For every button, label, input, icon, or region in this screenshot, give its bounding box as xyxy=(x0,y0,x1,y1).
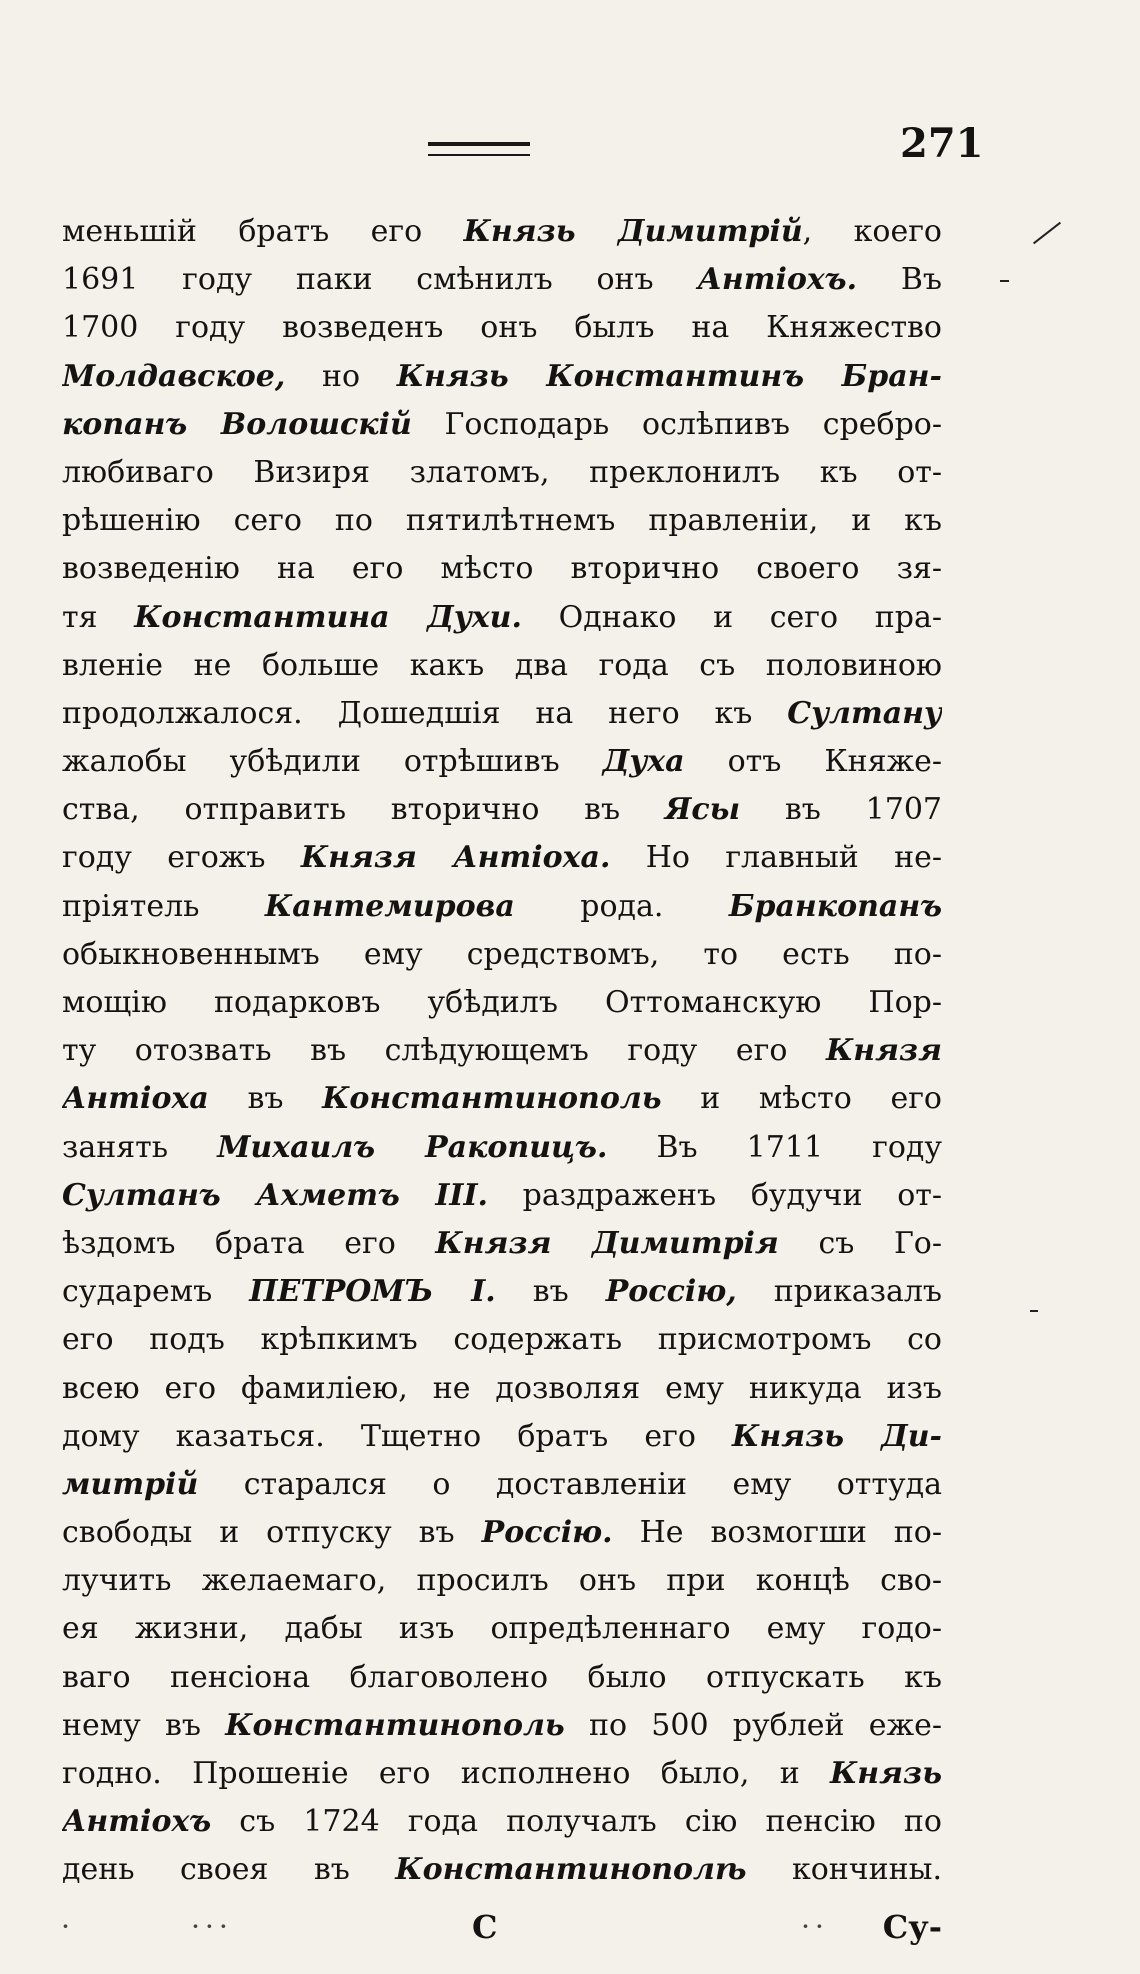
text-segment: жалобы убѣдили отрѣшивъ xyxy=(62,744,603,780)
signature-mark: С xyxy=(472,1908,498,1946)
text-line xyxy=(62,834,942,882)
text-line xyxy=(62,256,942,304)
text-line xyxy=(62,1220,942,1268)
text-line xyxy=(62,545,942,593)
text-line xyxy=(62,690,942,738)
text-line xyxy=(62,1027,942,1075)
text-line xyxy=(62,594,942,642)
text-segment: приказалъ xyxy=(736,1274,942,1310)
text-segment: съ Го- xyxy=(778,1225,942,1261)
emphasized-text: Бранкопанъ xyxy=(728,888,942,924)
text-segment: свободы и отпуску въ xyxy=(62,1515,482,1551)
header-rule xyxy=(428,142,530,156)
text-line xyxy=(62,931,942,979)
text-segment: раздраженъ будучи от- xyxy=(487,1177,942,1213)
text-segment: и мѣсто его xyxy=(661,1081,942,1117)
emphasized-text: Константинополѣ xyxy=(395,1852,747,1888)
emphasized-text: Князя Антіоха. xyxy=(300,840,611,876)
ink-speck: · xyxy=(62,1914,69,1938)
text-line xyxy=(62,1846,942,1894)
emphasized-text: Князя Димитрія xyxy=(435,1225,779,1261)
emphasized-text: Князь Димитрій xyxy=(463,214,803,249)
text-segment: вленіе не больше какъ два года съ половиною xyxy=(62,647,942,683)
text-segment: рода. xyxy=(514,888,729,924)
text-segment: но xyxy=(285,358,397,394)
text-segment: день своея въ xyxy=(62,1852,396,1888)
text-line xyxy=(62,642,942,690)
text-segment: сударемъ xyxy=(62,1274,250,1310)
text-segment: 1700 году возведенъ онъ былъ на Княжество xyxy=(62,310,942,346)
text-line xyxy=(62,1702,942,1750)
text-line xyxy=(62,208,942,256)
text-segment: дому казаться. Тщетно братъ его xyxy=(62,1418,733,1454)
text-segment: Однако и сего пра- xyxy=(521,599,942,635)
text-segment: старался о доставленіи ему оттуда xyxy=(198,1466,942,1502)
emphasized-text: митрій xyxy=(62,1466,199,1502)
text-segment: въ xyxy=(495,1274,606,1310)
text-line xyxy=(62,883,942,931)
text-segment: тя xyxy=(62,599,135,635)
text-segment: ваго пенсіона благоволено было отпускать къ xyxy=(62,1659,942,1695)
text-line xyxy=(62,738,942,786)
page-footer xyxy=(62,1908,942,1958)
page-number: 271 xyxy=(900,120,984,167)
text-line xyxy=(62,1605,942,1653)
emphasized-text: копанъ Волошскій xyxy=(62,406,412,442)
emphasized-text: Князя xyxy=(825,1033,942,1069)
text-line xyxy=(62,1268,942,1316)
text-segment: занять xyxy=(62,1129,218,1165)
text-segment: , коего xyxy=(802,214,942,249)
text-line xyxy=(62,1798,942,1846)
text-segment: ея жизни, дабы изъ опредѣленнаго ему годо- xyxy=(62,1611,942,1647)
text-segment: лучить желаемаго, просилъ онъ при концѣ сво- xyxy=(62,1563,942,1599)
catchword: Су- xyxy=(882,1908,942,1946)
text-segment: возведенію на его мѣсто вторично своего зя- xyxy=(62,551,942,587)
text-segment: годно. Прошеніе его исполнено было, и xyxy=(62,1756,831,1791)
text-line xyxy=(62,1750,942,1798)
text-segment: его подъ крѣпкимъ содержать присмотромъ со xyxy=(62,1322,942,1358)
text-segment: кончины. xyxy=(746,1852,942,1888)
emphasized-text: Михаилъ Ракопицъ. xyxy=(217,1129,608,1165)
emphasized-text: Князь Константинъ Бран- xyxy=(396,358,942,394)
text-segment: обыкновеннымъ ему средствомъ, то есть по- xyxy=(62,936,942,972)
emphasized-text: Султану xyxy=(787,695,942,731)
text-line xyxy=(62,449,942,497)
text-line xyxy=(62,401,942,449)
margin-mark xyxy=(1033,222,1061,245)
text-line xyxy=(62,979,942,1027)
emphasized-text: Константинополь xyxy=(322,1081,662,1117)
emphasized-text: Духа xyxy=(602,744,685,780)
text-segment: Не возмогши по- xyxy=(612,1515,942,1551)
emphasized-text: Султанъ Ахметъ III. xyxy=(62,1177,488,1213)
text-segment: любиваго Визиря златомъ, преклонилъ къ от- xyxy=(62,454,942,490)
text-line xyxy=(62,1413,942,1461)
text-line xyxy=(62,786,942,834)
text-line xyxy=(62,1075,942,1123)
margin-mark xyxy=(1030,1310,1038,1312)
text-segment: отъ Княже- xyxy=(684,744,942,780)
ink-speck: · · xyxy=(802,1914,823,1938)
text-segment: году егожъ xyxy=(62,840,301,876)
text-line xyxy=(62,1509,942,1557)
text-line xyxy=(62,1365,942,1413)
emphasized-text: Антіохъ xyxy=(62,1804,212,1840)
text-line xyxy=(62,1557,942,1605)
margin-mark xyxy=(1000,280,1009,282)
emphasized-text: Князь xyxy=(830,1756,942,1791)
text-segment: съ 1724 года получалъ сію пенсію по xyxy=(211,1804,942,1840)
text-line xyxy=(62,353,942,401)
text-segment: пріятель xyxy=(62,888,265,924)
text-segment: ства, отправить вторично въ xyxy=(62,792,665,828)
text-segment: Но главный не- xyxy=(610,840,942,876)
text-segment: всею его фамиліею, не дозволяя ему никуда изъ xyxy=(62,1370,942,1406)
emphasized-text: ПЕТРОМЪ I. xyxy=(249,1274,496,1310)
text-segment: Господарь ослѣпивъ сребро- xyxy=(411,406,942,442)
text-segment: продолжалося. Дошедшія на него къ xyxy=(62,695,788,731)
emphasized-text: Антіохъ. xyxy=(697,262,858,298)
emphasized-text: Антіоха xyxy=(62,1081,209,1117)
text-segment: Въ xyxy=(857,262,942,298)
text-line xyxy=(62,304,942,352)
text-line xyxy=(62,497,942,545)
text-line xyxy=(62,1124,942,1172)
ink-speck: · · · xyxy=(192,1914,227,1938)
text-line xyxy=(62,1461,942,1509)
text-segment: въ xyxy=(208,1081,323,1117)
emphasized-text: Константинополь xyxy=(225,1707,565,1743)
text-line xyxy=(62,1316,942,1364)
text-segment: рѣшенію сего по пятилѣтнемъ правленіи, и къ xyxy=(62,503,942,539)
emphasized-text: Россію, xyxy=(605,1274,737,1310)
emphasized-text: Князь Ди- xyxy=(732,1418,942,1454)
text-segment: ѣздомъ брата его xyxy=(62,1225,436,1261)
text-segment: мощію подарковъ убѣдилъ Оттоманскую Пор- xyxy=(62,985,942,1020)
body-text xyxy=(62,208,942,1895)
text-segment: 1691 году паки смѣнилъ онъ xyxy=(62,262,698,298)
text-segment: нему въ xyxy=(62,1707,226,1743)
text-line xyxy=(62,1654,942,1702)
text-segment: въ 1707 xyxy=(740,792,942,828)
text-segment: по 500 рублей еже- xyxy=(564,1707,942,1743)
text-segment: Въ 1711 году xyxy=(607,1129,942,1165)
text-segment: ту отозвать въ слѣдующемъ году его xyxy=(62,1033,826,1069)
emphasized-text: Ясы xyxy=(664,792,741,828)
text-segment: меньшій братъ его xyxy=(62,214,464,249)
emphasized-text: Молдавское, xyxy=(62,358,286,394)
emphasized-text: Россію. xyxy=(481,1515,613,1551)
emphasized-text: Константина Духи. xyxy=(134,599,522,635)
text-line xyxy=(62,1172,942,1220)
emphasized-text: Кантемирова xyxy=(264,888,515,924)
